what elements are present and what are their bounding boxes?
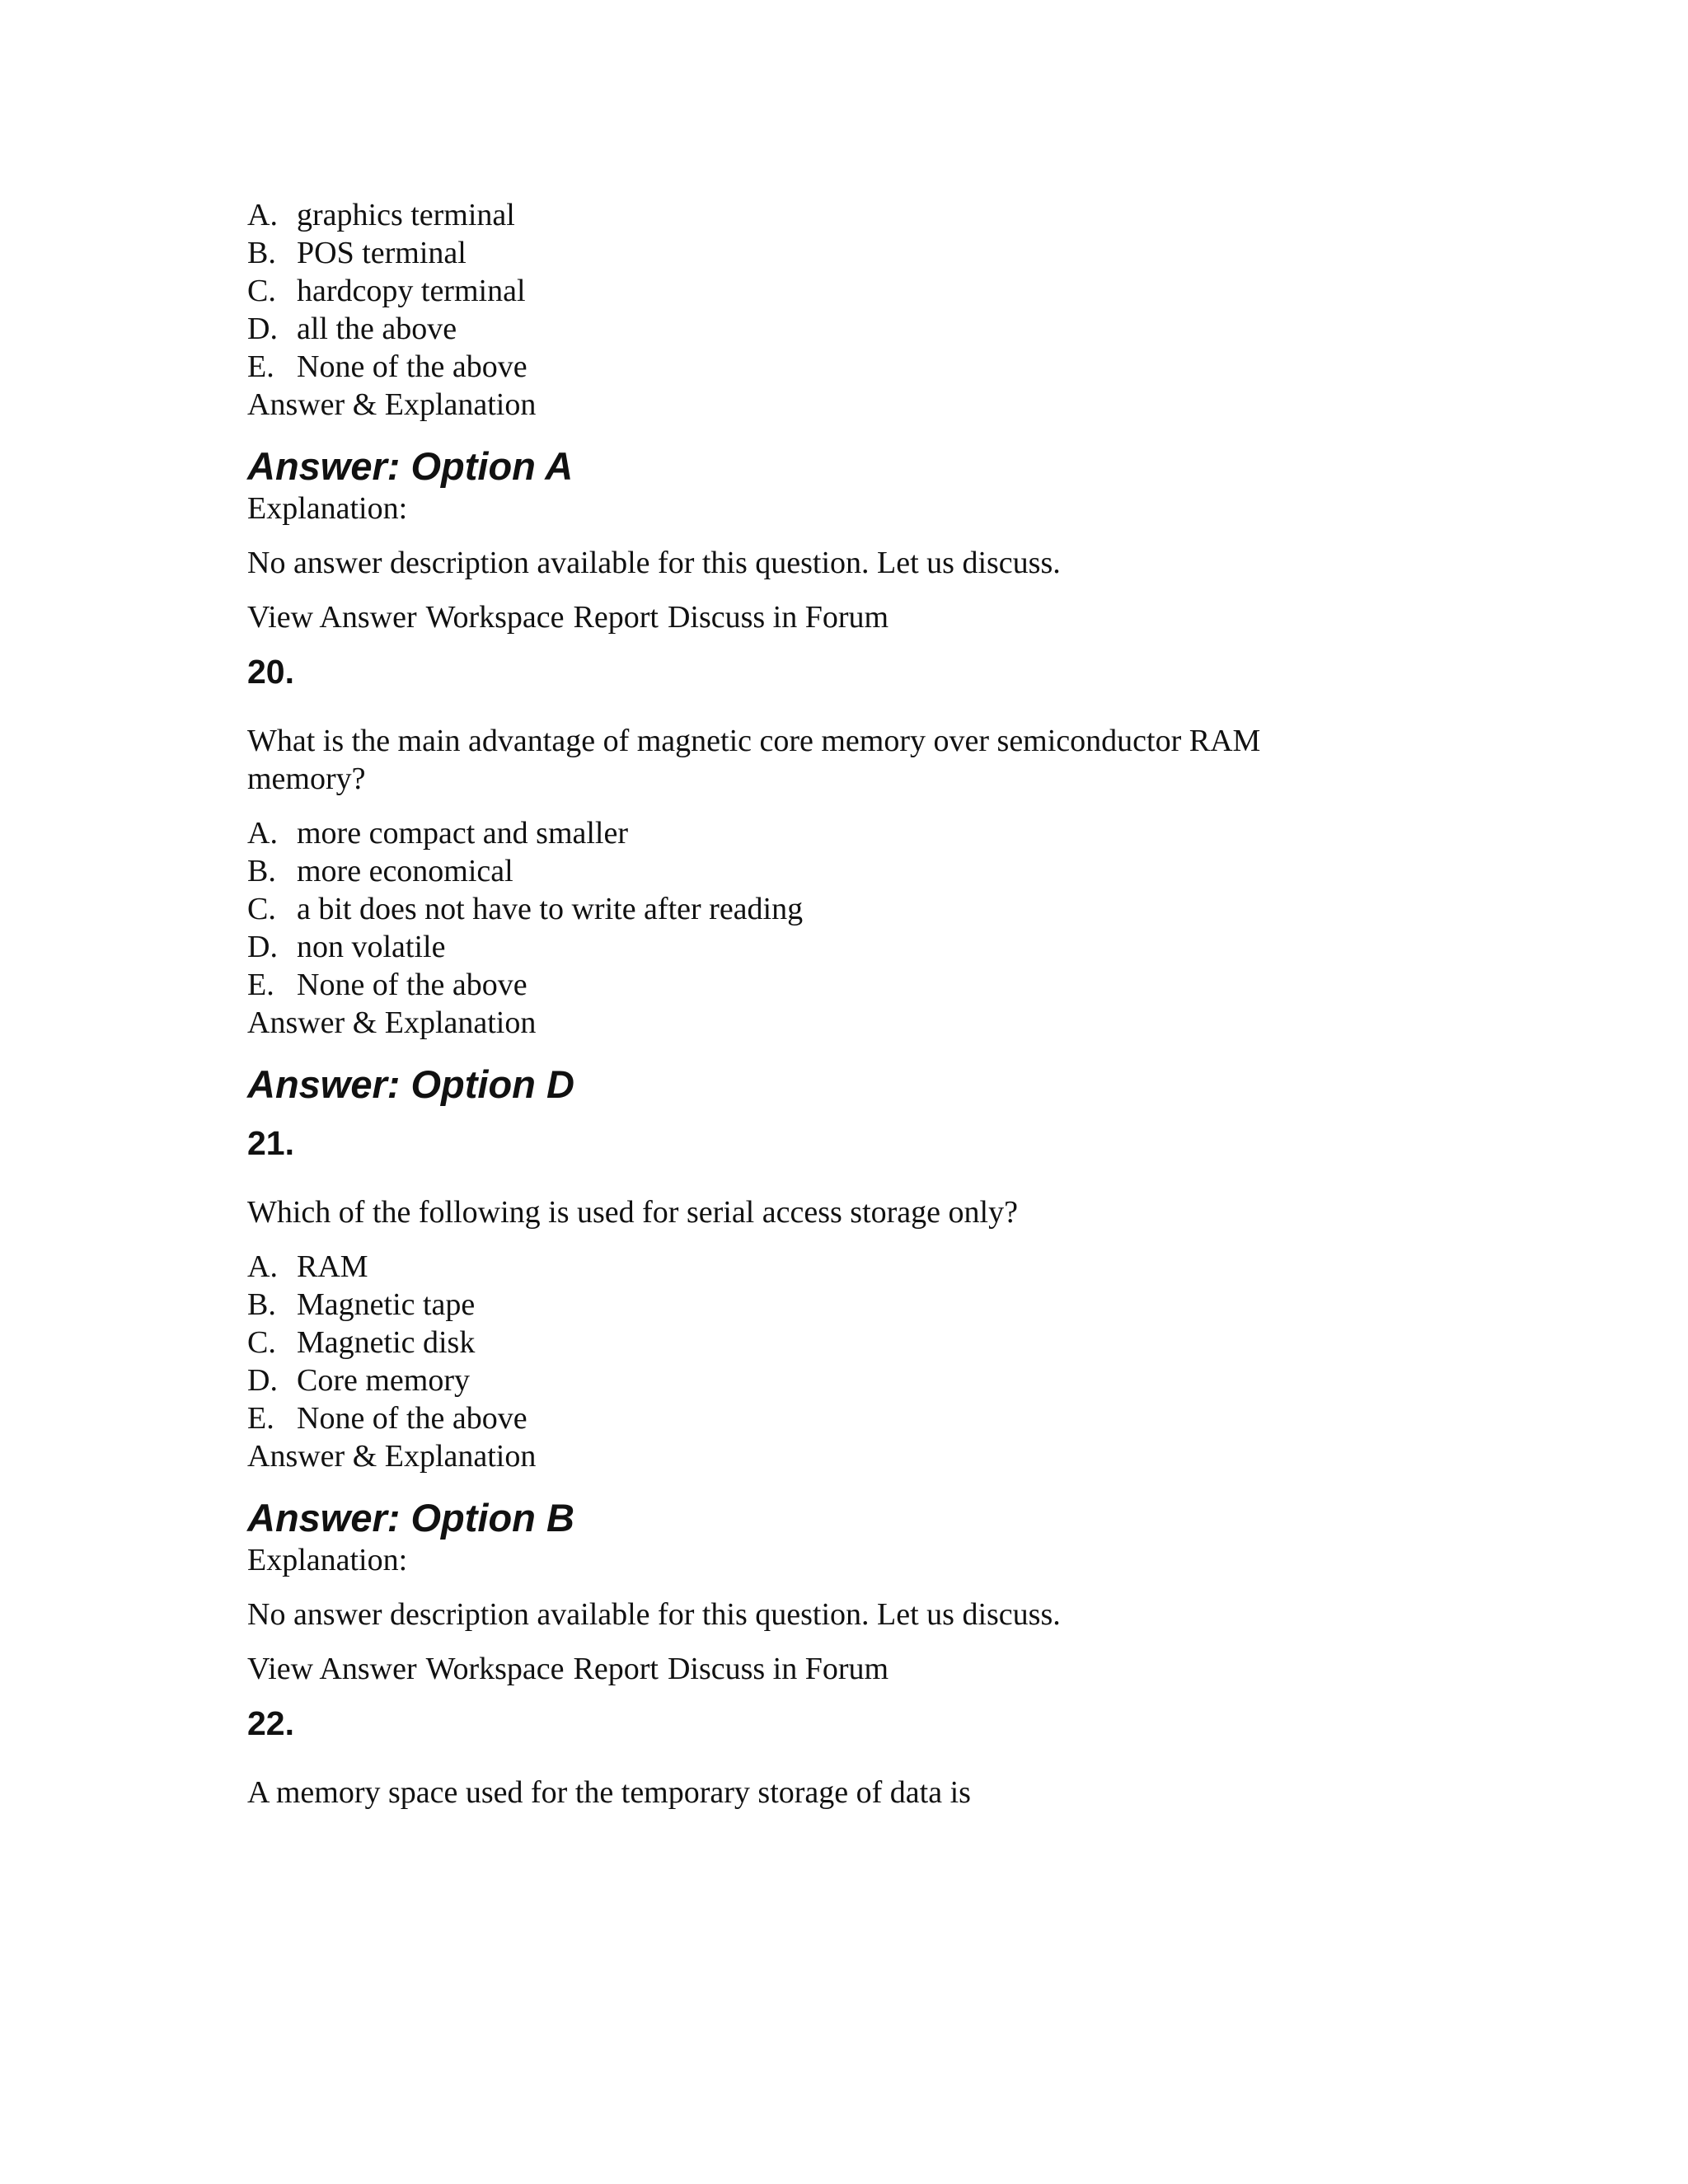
option-letter: A. — [247, 816, 278, 851]
option-letter: D. — [247, 1363, 278, 1398]
option-letter: C. — [247, 892, 276, 926]
question-20-options — [247, 814, 1484, 1004]
option-text: Magnetic tape — [297, 1287, 476, 1322]
workspace-link[interactable]: Workspace — [425, 600, 565, 635]
question-actions — [247, 1650, 1484, 1688]
option-d — [247, 1361, 1484, 1399]
option-e — [247, 1399, 1484, 1437]
option-letter: B. — [247, 236, 276, 270]
option-c — [247, 890, 1484, 928]
question-21-options — [247, 1248, 1484, 1437]
option-e — [247, 966, 1484, 1004]
option-b — [247, 234, 1484, 272]
option-c — [247, 272, 1484, 310]
question-number: 21. — [247, 1124, 294, 1162]
option-text: Core memory — [297, 1363, 471, 1398]
question-actions — [247, 598, 1484, 636]
option-text: more compact and smaller — [297, 816, 629, 851]
option-text: None of the above — [297, 1401, 528, 1436]
option-e — [247, 348, 1484, 386]
option-d — [247, 928, 1484, 966]
option-letter: E. — [247, 349, 274, 384]
option-b — [247, 1286, 1484, 1324]
option-d — [247, 310, 1484, 348]
option-letter: D. — [247, 312, 278, 346]
option-text: a bit does not have to write after reading — [297, 892, 804, 926]
question-number: 20. — [247, 653, 294, 691]
option-letter: C. — [247, 274, 276, 308]
option-letter: C. — [247, 1325, 276, 1360]
option-text: POS terminal — [297, 236, 467, 270]
document-page — [247, 196, 1484, 1811]
explanation-label: Explanation: — [247, 1543, 408, 1577]
answer-heading: Answer: Option D — [247, 1062, 574, 1106]
option-letter: A. — [247, 1249, 278, 1284]
option-a — [247, 1248, 1484, 1286]
option-b — [247, 852, 1484, 890]
discuss-in-forum-link[interactable]: Discuss in Forum — [667, 600, 889, 635]
option-text: None of the above — [297, 349, 528, 384]
option-letter: B. — [247, 854, 276, 888]
option-c — [247, 1324, 1484, 1361]
question-number: 22. — [247, 1704, 294, 1742]
answer-explanation-link[interactable]: Answer & Explanation — [247, 1439, 537, 1474]
question-text: What is the main advantage of magnetic core memory over semiconductor RAM memory? — [247, 724, 1261, 796]
option-letter: E. — [247, 968, 274, 1002]
option-a — [247, 196, 1484, 234]
option-text: Magnetic disk — [297, 1325, 476, 1360]
option-text: graphics terminal — [297, 198, 515, 232]
explanation-text: No answer description available for this question. Let us discuss. — [247, 1597, 1061, 1632]
discuss-in-forum-link[interactable]: Discuss in Forum — [667, 1652, 889, 1686]
question-text: Which of the following is used for serial access storage only? — [247, 1195, 1018, 1230]
answer-heading: Answer: Option A — [247, 444, 574, 488]
option-a — [247, 814, 1484, 852]
view-answer-link[interactable]: View Answer — [247, 1652, 417, 1686]
answer-explanation-link[interactable]: Answer & Explanation — [247, 387, 537, 422]
question-19-options — [247, 196, 1484, 386]
option-text: hardcopy terminal — [297, 274, 526, 308]
explanation-text: No answer description available for this question. Let us discuss. — [247, 546, 1061, 580]
option-letter: D. — [247, 930, 278, 964]
explanation-label: Explanation: — [247, 491, 408, 526]
option-letter: A. — [247, 198, 278, 232]
report-link[interactable]: Report — [573, 600, 659, 635]
option-text: more economical — [297, 854, 513, 888]
answer-heading: Answer: Option B — [247, 1496, 574, 1540]
option-text: None of the above — [297, 968, 528, 1002]
report-link[interactable]: Report — [573, 1652, 659, 1686]
workspace-link[interactable]: Workspace — [425, 1652, 565, 1686]
answer-explanation-link[interactable]: Answer & Explanation — [247, 1005, 537, 1040]
option-text: RAM — [297, 1249, 368, 1284]
question-text: A memory space used for the temporary storage of data is — [247, 1775, 971, 1810]
view-answer-link[interactable]: View Answer — [247, 600, 417, 635]
option-letter: E. — [247, 1401, 274, 1436]
option-text: all the above — [297, 312, 457, 346]
option-text: non volatile — [297, 930, 446, 964]
option-letter: B. — [247, 1287, 276, 1322]
